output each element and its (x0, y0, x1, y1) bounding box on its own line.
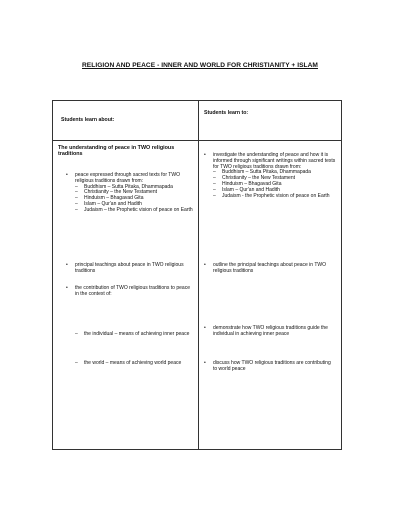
left-bullet-contribution: • the contribution of TWO religious traditions to peace in the context of: (66, 285, 190, 297)
left-bullet-sacred-texts: • peace expressed through sacred texts for TWO religious traditions drawn from: – Buddhism – Sutta Pitaka, Dhammapada – Christianity – the New Testament – Hinduism – Bhagavad Gita – Islam – Qur'an and Hadith – Judaism – the Prophetic vision of peace on Earth (66, 172, 193, 213)
bullet-icon: • (204, 262, 206, 268)
left-bullet-teachings: • principal teachings about peace in TWO religious traditions (66, 262, 184, 274)
header-learn-to: Students learn to: (204, 110, 249, 116)
list-item: – Hinduism – Bhagavad Gita (75, 195, 144, 202)
list-item: – Islam – Qur'an and Hadith (213, 186, 280, 193)
bullet-icon: • (204, 152, 206, 158)
header-divider (53, 140, 341, 141)
list-item: – Buddhism – Sutta Pitaka, Dhammapada (213, 169, 311, 176)
bullet-icon: • (66, 172, 68, 178)
right-bullet-discuss: • discuss how TWO religious traditions are contributing to world peace (204, 360, 331, 372)
bullet-icon: • (204, 325, 206, 331)
bullet-icon: • (66, 285, 68, 291)
right-bullet-demonstrate: • demonstrate how TWO religious traditions guide the individual in achieving inner peace (204, 325, 328, 337)
left-sub-world: – the world – means of achieving world peace (75, 360, 182, 366)
bullet-icon: • (204, 360, 206, 366)
syllabus-table (52, 100, 342, 450)
list-item: – Buddhism – Sutta Pitaka, Dhammapada (75, 183, 173, 190)
list-item: – Hinduism – Bhagavad Gita (213, 180, 282, 187)
list-item: – Islam – Qur'an and Hadith (75, 200, 142, 207)
header-learn-about: Students learn about: (61, 117, 115, 123)
list-item: – Judaism - the Prophetic vision of peace on Earth (213, 192, 330, 199)
list-item: – Judaism – the Prophetic vision of peace on Earth (75, 206, 193, 213)
right-bullet-investigate: • investigate the understanding of peace and how it is informed through significant writings within sacred texts for TWO religious traditions drawn from: – Buddhism – Sutta Pitaka, Dhammapada – Christianity – the New Testament – Hinduism – Bhagavad Gita – Islam – Qur'an and Hadith – Judaism - the Prophetic vision of peace on Earth (204, 152, 336, 199)
list-item: – Christianity – the New Testament (213, 175, 295, 182)
section-heading: The understanding of peace in TWO religious traditions (58, 145, 175, 158)
left-sub-individual: – the individual – means of achieving inner peace (75, 331, 190, 337)
right-bullet-outline: • outline the principal teachings about peace in TWO religious traditions (204, 262, 327, 274)
list-item: – Christianity – the New Testament (75, 189, 157, 196)
bullet-icon: • (66, 262, 68, 268)
column-divider (198, 101, 199, 449)
document-title: RELIGION AND PEACE - INNER AND WORLD FOR CHRISTIANITY + ISLAM (82, 62, 318, 69)
